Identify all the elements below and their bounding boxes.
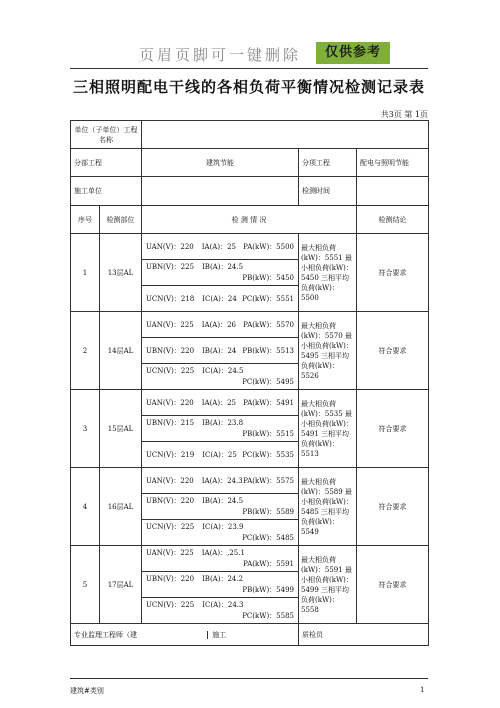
phase-power: PA(kW)：5575 [243, 476, 294, 485]
phase-readings [142, 312, 299, 390]
phase-current: IA(A)：25 [201, 398, 236, 407]
page-title: 三相照明配电干线的各相负荷平衡情况检测记录表 [72, 78, 425, 96]
phase-current: IC(A)：24.5 [202, 367, 244, 376]
supervisor-label: 专业监理工程师（建 [74, 630, 137, 639]
load-summary: 最大相负荷(kW)：5591 最小相负荷(kW)：5499 三相平均负荷(kW)：5558 [299, 546, 357, 624]
load-summary: 最大相负荷(kW)：5535 最小相负荷(kW)：5491 三相平均负荷(kW)：5513 [299, 390, 357, 468]
table-row [71, 312, 429, 390]
construction-label: 施工 [207, 631, 226, 639]
phase-voltage: UAN(V)：220 [146, 476, 194, 485]
column-header-row [71, 206, 429, 234]
phase-readings [142, 468, 299, 546]
phase-current: IB(A)：24 [202, 346, 237, 355]
row-result: 符合要求 [357, 390, 429, 468]
phase-voltage: UBN(V)：215 [146, 419, 195, 428]
division-value: 建筑节能 [142, 149, 299, 177]
table-row [71, 546, 429, 624]
phase-current: IA(A)：25 [201, 242, 236, 251]
phase-current: IB(A)：24.2 [202, 575, 244, 584]
phase-line [142, 416, 298, 442]
phase-line [142, 468, 298, 494]
load-summary: 最大相负荷(kW)：5589 最小相负荷(kW)：5485 三相平均负荷(kW)：5549 [299, 468, 357, 546]
division-row [71, 149, 429, 177]
phase-voltage: UAN(V)：220 [146, 398, 194, 407]
phase-voltage: UBN(V)：220 [146, 497, 195, 506]
reference-badge: 仅供参考 [316, 42, 390, 64]
phase-line [142, 234, 298, 260]
row-number: 1 [71, 234, 100, 312]
unit-label: 单位（子单位）工程名称 [71, 121, 142, 149]
signature-row [71, 624, 429, 646]
phase-power: PC(kW)：5485 [242, 533, 294, 542]
division-label: 分部工程 [71, 149, 142, 177]
phase-voltage: UCN(V)：218 [146, 294, 195, 303]
record-table [70, 120, 429, 646]
row-number: 2 [71, 312, 100, 390]
phase-line [142, 546, 298, 572]
col-detail: 检 测 情 况 [142, 206, 357, 234]
phase-power: PB(kW)：5450 [242, 273, 294, 282]
row-number: 3 [71, 390, 100, 468]
row-result: 符合要求 [357, 468, 429, 546]
phase-current: IB(A)：24.5 [202, 263, 244, 272]
contractor-value [142, 177, 299, 206]
phase-voltage: UBN(V)：220 [146, 575, 195, 584]
contractor-row [71, 177, 429, 206]
col-part: 检测部位 [100, 206, 142, 234]
date-value [357, 177, 429, 206]
phase-power: PA(kW)：5591 [243, 559, 294, 568]
phase-line [142, 442, 298, 467]
phase-current: IA(A)：26 [201, 320, 236, 329]
phase-current: IC(A)：23.9 [202, 523, 244, 532]
header-text: 页眉页脚可一键删除 [138, 46, 301, 64]
footer-page-number: 1 [420, 686, 425, 694]
phase-current: IC(A)：25 [202, 450, 237, 459]
phase-power: PC(kW)：5535 [242, 450, 294, 459]
unit-value [142, 121, 429, 149]
phase-voltage: UBN(V)：225 [146, 263, 195, 272]
inspector-cell [299, 624, 429, 646]
phase-voltage: UAN(V)：220 [146, 242, 194, 251]
row-part: 15层AL [100, 390, 142, 468]
row-number: 4 [71, 468, 100, 546]
phase-power: PA(kW)：5491 [243, 398, 294, 407]
page-count: 共3页 第 1页 [380, 110, 428, 119]
phase-current: IB(A)：24.5 [202, 497, 244, 506]
inspector-label: 质检员 [302, 630, 323, 639]
phase-current: IB(A)：23.8 [202, 419, 244, 428]
phase-line [142, 286, 298, 311]
row-part: 13层AL [100, 234, 142, 312]
table-row [71, 234, 429, 312]
phase-voltage: UCN(V)：219 [146, 450, 195, 459]
footer-category: 建筑#类别 [70, 687, 104, 695]
col-result: 检测结论 [357, 206, 429, 234]
phase-voltage: UCN(V)：225 [146, 601, 195, 610]
phase-voltage: UCN(V)：225 [146, 523, 195, 532]
row-result: 符合要求 [357, 546, 429, 624]
phase-line [142, 260, 298, 286]
date-label: 检测时间 [299, 177, 357, 206]
supervisor-cell [71, 624, 299, 646]
phase-line [142, 312, 298, 338]
phase-power: PB(kW)：5589 [242, 507, 294, 516]
phase-power: PA(kW)：5570 [243, 320, 294, 329]
row-part: 14层AL [100, 312, 142, 390]
phase-power: PA(kW)：5500 [243, 242, 294, 251]
phase-line [142, 364, 298, 389]
phase-current: IC(A)：24 [202, 294, 237, 303]
phase-readings [142, 390, 299, 468]
phase-line [142, 598, 298, 623]
phase-power: PC(kW)：5551 [242, 294, 294, 303]
phase-line [142, 494, 298, 520]
row-number: 5 [71, 546, 100, 624]
phase-voltage: UAN(V)：225 [146, 320, 194, 329]
phase-readings [142, 546, 299, 624]
phase-voltage: UBN(V)：220 [146, 346, 195, 355]
header-divider [70, 68, 428, 69]
phase-voltage: UCN(V)：225 [146, 367, 195, 376]
phase-line [142, 572, 298, 598]
phase-current: IA(A)：24.3 [201, 476, 243, 485]
phase-line [142, 520, 298, 545]
phase-power: PC(kW)：5585 [242, 611, 294, 620]
col-no: 序号 [71, 206, 100, 234]
phase-power: PB(kW)：5515 [242, 429, 294, 438]
subitem-value: 配电与照明节能 [357, 149, 429, 177]
phase-power: PB(kW)：5513 [242, 346, 294, 355]
phase-current: IC(A)：24.3 [202, 601, 244, 610]
phase-power: PC(kW)：5495 [242, 377, 294, 386]
phase-power: PB(kW)：5499 [242, 585, 294, 594]
row-result: 符合要求 [357, 312, 429, 390]
phase-voltage: UAN(V)：225 [146, 549, 194, 558]
subitem-label: 分项工程 [299, 149, 357, 177]
phase-line [142, 390, 298, 416]
table-row [71, 468, 429, 546]
footer-divider [70, 678, 428, 679]
table-row [71, 390, 429, 468]
row-part: 17层AL [100, 546, 142, 624]
contractor-label: 施工单位 [71, 177, 142, 206]
row-part: 16层AL [100, 468, 142, 546]
phase-readings [142, 234, 299, 312]
phase-current: IA(A)：,25.1 [201, 549, 245, 558]
phase-line [142, 338, 298, 364]
unit-row [71, 121, 429, 149]
row-result: 符合要求 [357, 234, 429, 312]
load-summary: 最大相负荷(kW)：5570 最小相负荷(kW)：5495 三相平均负荷(kW)：5526 [299, 312, 357, 390]
load-summary: 最大相负荷(kW)：5551 最小相负荷(kW)：5450 三相平均负荷(kW)：5500 [299, 234, 357, 312]
